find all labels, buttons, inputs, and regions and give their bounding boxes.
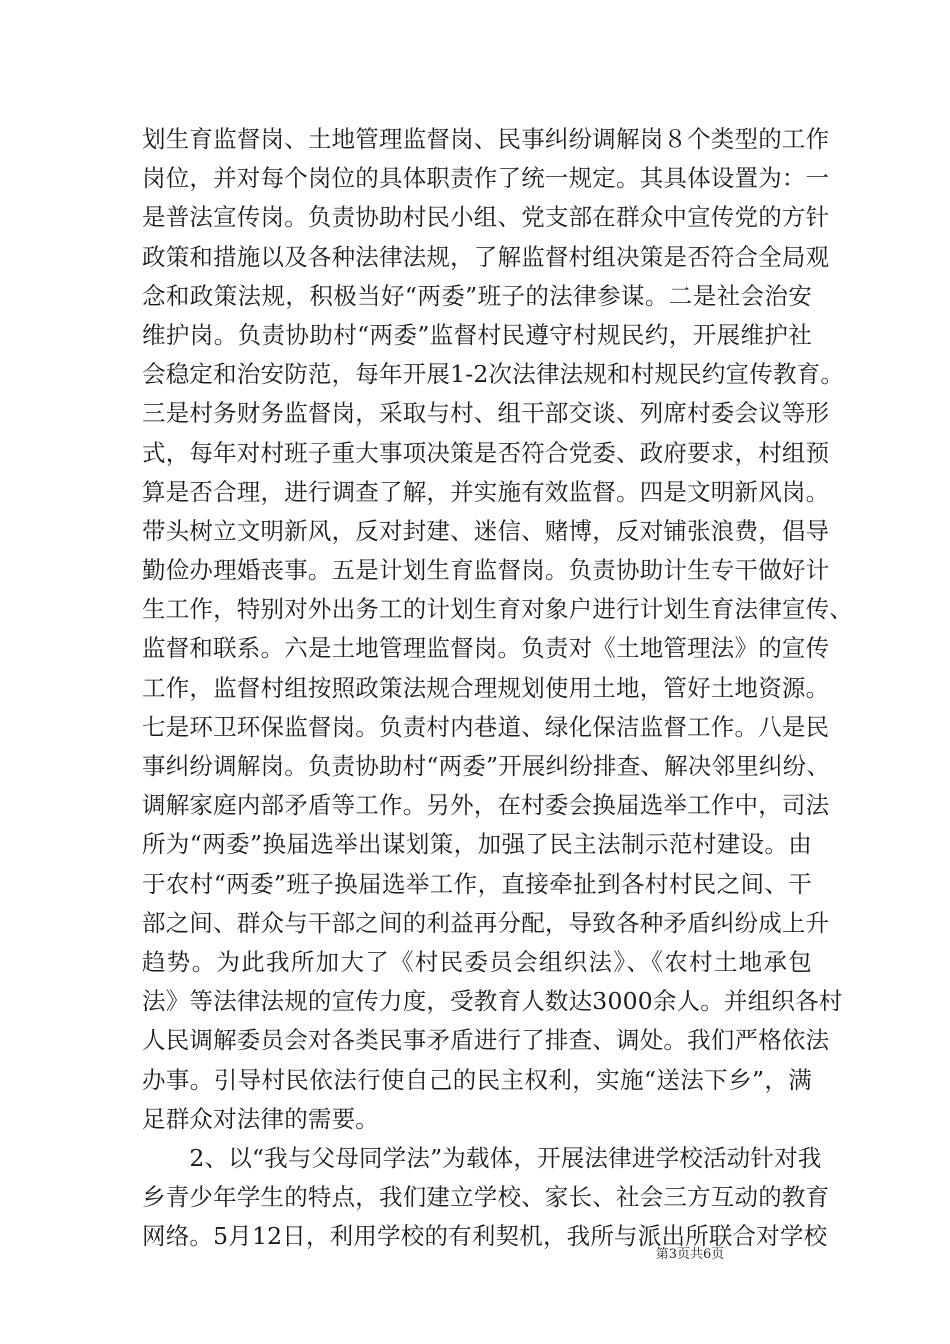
document-body	[142, 120, 853, 1256]
text-line: 部之间、群众与干部之间的利益再分配，导致各种矛盾纠纷成上升	[142, 908, 830, 937]
text-line: 工作，监督村组按照政策法规合理规划使用土地，管好土地资源。	[142, 673, 830, 702]
text-line: 监督和联系。六是土地管理监督岗。负责对《土地管理法》的宣传	[142, 634, 830, 663]
text-line: 政策和措施以及各种法律法规，了解监督村组决策是否符合全局观	[142, 242, 830, 271]
text-line: 生工作，特别对外出务工的计划生育对象户进行计划生育法律宣传、	[142, 595, 853, 624]
text-line: 调解家庭内部矛盾等工作。另外，在村委会换届选举工作中，司法	[142, 791, 830, 820]
text-line: 事纠纷调解岗。负责协助村“两委”开展纠纷排查、解决邻里纠纷、	[142, 752, 831, 780]
text-line: 人民调解委员会对各类民事矛盾进行了排查、调处。我们严格依法	[142, 1026, 830, 1055]
text-line: 法》等法律法规的宣传力度，受教育人数达3000余人。并组织各村	[142, 987, 843, 1016]
text-line: 足群众对法律的需要。	[142, 1104, 379, 1133]
text-line: 于农村“两委”班子换届选举工作，直接牵扯到各村村民之间、干	[142, 869, 812, 898]
text-line: 所为“两委”换届选举出谋划策，加强了民主法制示范村建设。由	[142, 830, 812, 859]
text-line: 网络。5月12日，利用学校的有利契机，我所与派出所联合对学校	[142, 1222, 828, 1251]
text-line: 划生育监督岗、土地管理监督岗、民事纠纷调解岗８个类型的工作	[142, 125, 830, 153]
text-line: 岗位，并对每个岗位的具体职责作了统一规定。其具体设置为：一	[142, 164, 830, 193]
text-line: 念和政策法规，积极当好“两委”班子的法律参谋。二是社会治安	[142, 281, 812, 310]
page-number: 第3页共6页	[655, 1247, 725, 1262]
text-line: 三是村务财务监督岗，采取与村、组干部交谈、列席村委会议等形	[142, 399, 830, 428]
text-line: 式，每年对村班子重大事项决策是否符合党委、政府要求，村组预	[142, 438, 830, 467]
text-line: 会稳定和治安防范，每年开展1-2次法律法规和村规民约宣传教育。	[142, 360, 845, 389]
text-line: 2、以“我与父母同学法”为载体，开展法律进学校活动针对我	[142, 1143, 822, 1172]
text-line: 勤俭办理婚丧事。五是计划生育监督岗。负责协助计生专干做好计	[142, 556, 830, 585]
text-line: 办事。引导村民依法行使自己的民主权利，实施“送法下乡”，满	[142, 1065, 812, 1094]
text-line: 带头树立文明新风，反对封建、迷信、赌博，反对铺张浪费，倡导	[142, 516, 830, 545]
text-line: 七是环卫环保监督岗。负责村内巷道、绿化保洁监督工作。八是民	[142, 712, 830, 741]
text-line: 算是否合理，进行调查了解，并实施有效监督。四是文明新风岗。	[142, 477, 830, 506]
text-line: 是普法宣传岗。负责协助村民小组、党支部在群众中宣传党的方针	[142, 203, 830, 232]
text-line: 乡青少年学生的特点，我们建立学校、家长、社会三方互动的教育	[142, 1183, 830, 1212]
text-line: 趋势。为此我所加大了《村民委员会组织法》、《农村土地承包	[142, 947, 812, 976]
text-line: 维护岗。负责协助村“两委”监督村民遵守村规民约，开展维护社	[142, 320, 812, 349]
